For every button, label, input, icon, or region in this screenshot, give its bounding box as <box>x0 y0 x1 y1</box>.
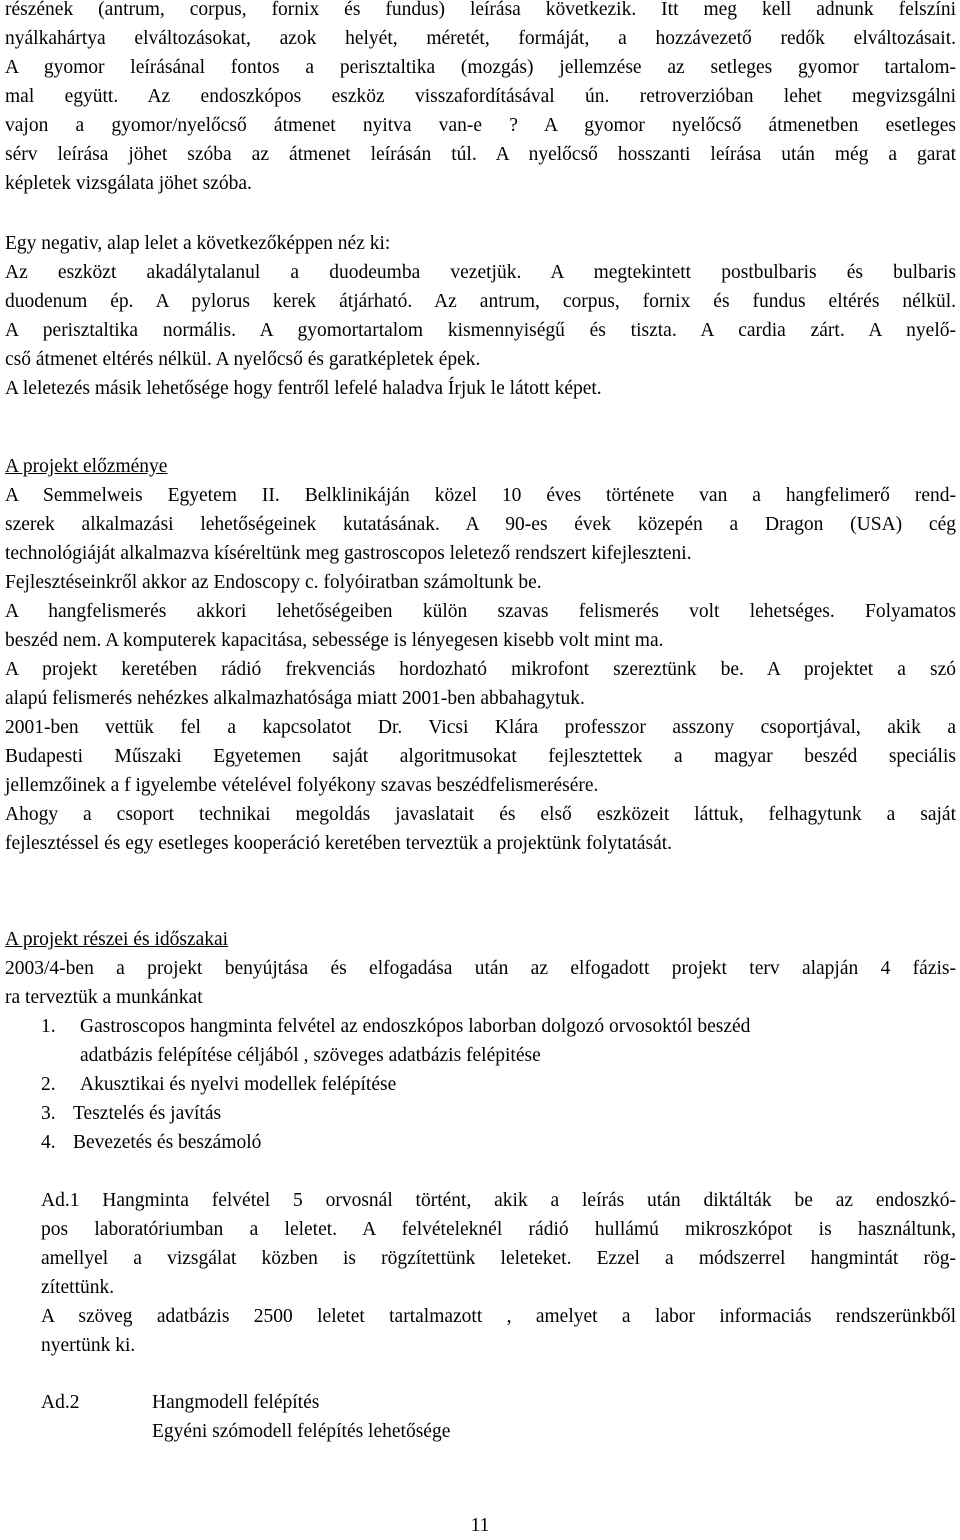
list-item-text: Bevezetés és beszámoló <box>73 1132 262 1153</box>
section-heading: A projekt részei és időszakai <box>5 929 229 950</box>
text-line: vajon a gyomor/nyelőcső átmenet nyitva van-e ? A gyomor nyelőcső átmenetben esetleges <box>5 115 956 136</box>
text-line: fejlesztéssel és egy esetleges kooperáció keretében terveztük a projektünk folytatását. <box>5 833 673 854</box>
text-line: sérv leírása jöhet szóba az átmenet leírásán túl. A nyelőcső hosszanti leírása után még a garat <box>5 144 956 165</box>
text-line: pos laboratóriumban a leletet. A felvételeknél rádió hullámú mikroszkópot is használtunk, <box>41 1219 956 1240</box>
text-line: képletek vizsgálata jöhet szóba. <box>5 173 252 194</box>
text-line: jellemzőinek a f igyelembe vételével folyékony szavas beszédfelismerésére. <box>5 775 599 796</box>
list-item-number: 3. <box>41 1103 56 1124</box>
text-line: technológiáját alkalmazva kíséreltünk meg gastroscopos leletező rendszert kifejleszteni. <box>5 543 692 564</box>
ad1-paragraph <box>41 1186 956 1360</box>
text-line: amellyel a vizsgálat közben is rögzítettünk leleteket. Ezzel a módszerrel hangmintát rög- <box>41 1248 956 1269</box>
text-line: nyálkahártya elváltozásokat, azok helyét, méretét, formáját, a hozzávezető redők elváltozásait. <box>5 28 956 49</box>
page-number: 11 <box>470 1515 490 1536</box>
text-line: Az eszközt akadálytalanul a duodeumba vezetjük. A megtekintett postbulbaris és bulbaris <box>5 262 956 283</box>
text-line: A leletezés másik lehetősége hogy fentről lefelé haladva Írjuk le látott képet. <box>5 378 602 399</box>
text-line: részének (antrum, corpus, fornix és fundus) leírása következik. Itt meg kell adnunk felszíni <box>5 0 956 20</box>
list-item-number: 4. <box>41 1132 56 1153</box>
text-line: alapú felismerés nehézkes alkalmazhatósága miatt 2001-ben abbahagytuk. <box>5 688 585 709</box>
text-line: mal együtt. Az endoszkópos eszköz visszafordításával ún. retroverzióban lehet megvizsgálni <box>5 86 956 107</box>
text-line: A gyomor leírásánal fontos a perisztaltika (mozgás) jellemzése az setleges gyomor tartalom- <box>5 57 956 78</box>
list-item-text: Gastroscopos hangminta felvétel az endoszkópos laborban dolgozó orvosoktól beszéd <box>80 1016 751 1037</box>
text-line: Fejlesztéseinkről akkor az Endoscopy c. folyóiratban számoltunk be. <box>5 572 542 593</box>
text-line: beszéd nem. A komputerek kapacitása, sebessége is lényegesen kisebb volt mint ma. <box>5 630 664 651</box>
text-line: Ad.1 Hangminta felvétel 5 orvosnál történt, akik a leírás után diktálták be az endoszkó- <box>41 1190 956 1211</box>
list-item-number: 2. <box>41 1074 56 1095</box>
section-history-block <box>5 452 956 858</box>
text-line: A perisztaltika normális. A gyomortartalom kismennyiségű és tiszta. A cardia zárt. A nyelő- <box>5 320 956 341</box>
text-line: nyertünk ki. <box>41 1335 136 1356</box>
text-line: A projekt keretében rádió frekvenciás hordozható mikrofont szereztünk be. A projektet a szó <box>5 659 956 680</box>
list-item-text: Tesztelés és javítás <box>73 1103 222 1124</box>
text-line: Ahogy a csoport technikai megoldás javaslatait és első eszközeit láttuk, felhagytunk a saját <box>5 804 956 825</box>
text-line: cső átmenet eltérés nélkül. A nyelőcső és garatképletek épek. <box>5 349 481 370</box>
ad2-line: Hangmodell felépítés <box>152 1392 320 1413</box>
list-item-text: Akusztikai és nyelvi modellek felépítése <box>80 1074 397 1095</box>
paragraph-negative-finding <box>5 229 956 403</box>
text-line: Egy negativ, alap lelet a következőképpen néz ki: <box>5 233 391 254</box>
text-line: ra terveztük a munkánkat <box>5 987 203 1008</box>
list-item-number: 1. <box>41 1016 56 1037</box>
text-line: 2003/4-ben a projekt benyújtása és elfogadása után az elfogadott projekt terv alapján 4 fázis- <box>5 958 956 979</box>
text-line: duodenum ép. A pylorus kerek átjárható. Az antrum, corpus, fornix és fundus eltérés nélkül. <box>5 291 956 312</box>
text-line: Budapesti Műszaki Egyetemen saját algoritmusokat fejlesztettek a magyar beszéd speciális <box>5 746 956 767</box>
text-line: 2001-ben vettük fel a kapcsolatot Dr. Vicsi Klára professzor asszony csoportjával, akik a <box>5 717 956 738</box>
text-line: A szöveg adatbázis 2500 leletet tartalmazott , amelyet a labor informaciás rendszerünkből <box>41 1306 956 1327</box>
text-line: A hangfelismerés akkori lehetőségeiben külön szavas felismerés volt lehetséges. Folyamatos <box>5 601 956 622</box>
text-line: szerek alkalmazási lehetőségeinek kutatásának. A 90-es évek közepén a Dragon (USA) cég <box>5 514 956 535</box>
ad2-line: Egyéni szómodell felépítés lehetősége <box>152 1421 451 1442</box>
section-project-phases <box>5 925 956 1012</box>
ad2-label: Ad.2 <box>41 1392 80 1413</box>
section-heading: A projekt előzménye <box>5 456 168 477</box>
list-item-text: adatbázis felépítése céljából , szöveges adatbázis felépitése <box>80 1045 541 1066</box>
text-line: A Semmelweis Egyetem II. Belklinikáján közel 10 éves története van a hangfelimerő rend- <box>5 485 956 506</box>
paragraph-stomach-description <box>5 0 956 198</box>
text-line: zítettünk. <box>41 1277 115 1298</box>
